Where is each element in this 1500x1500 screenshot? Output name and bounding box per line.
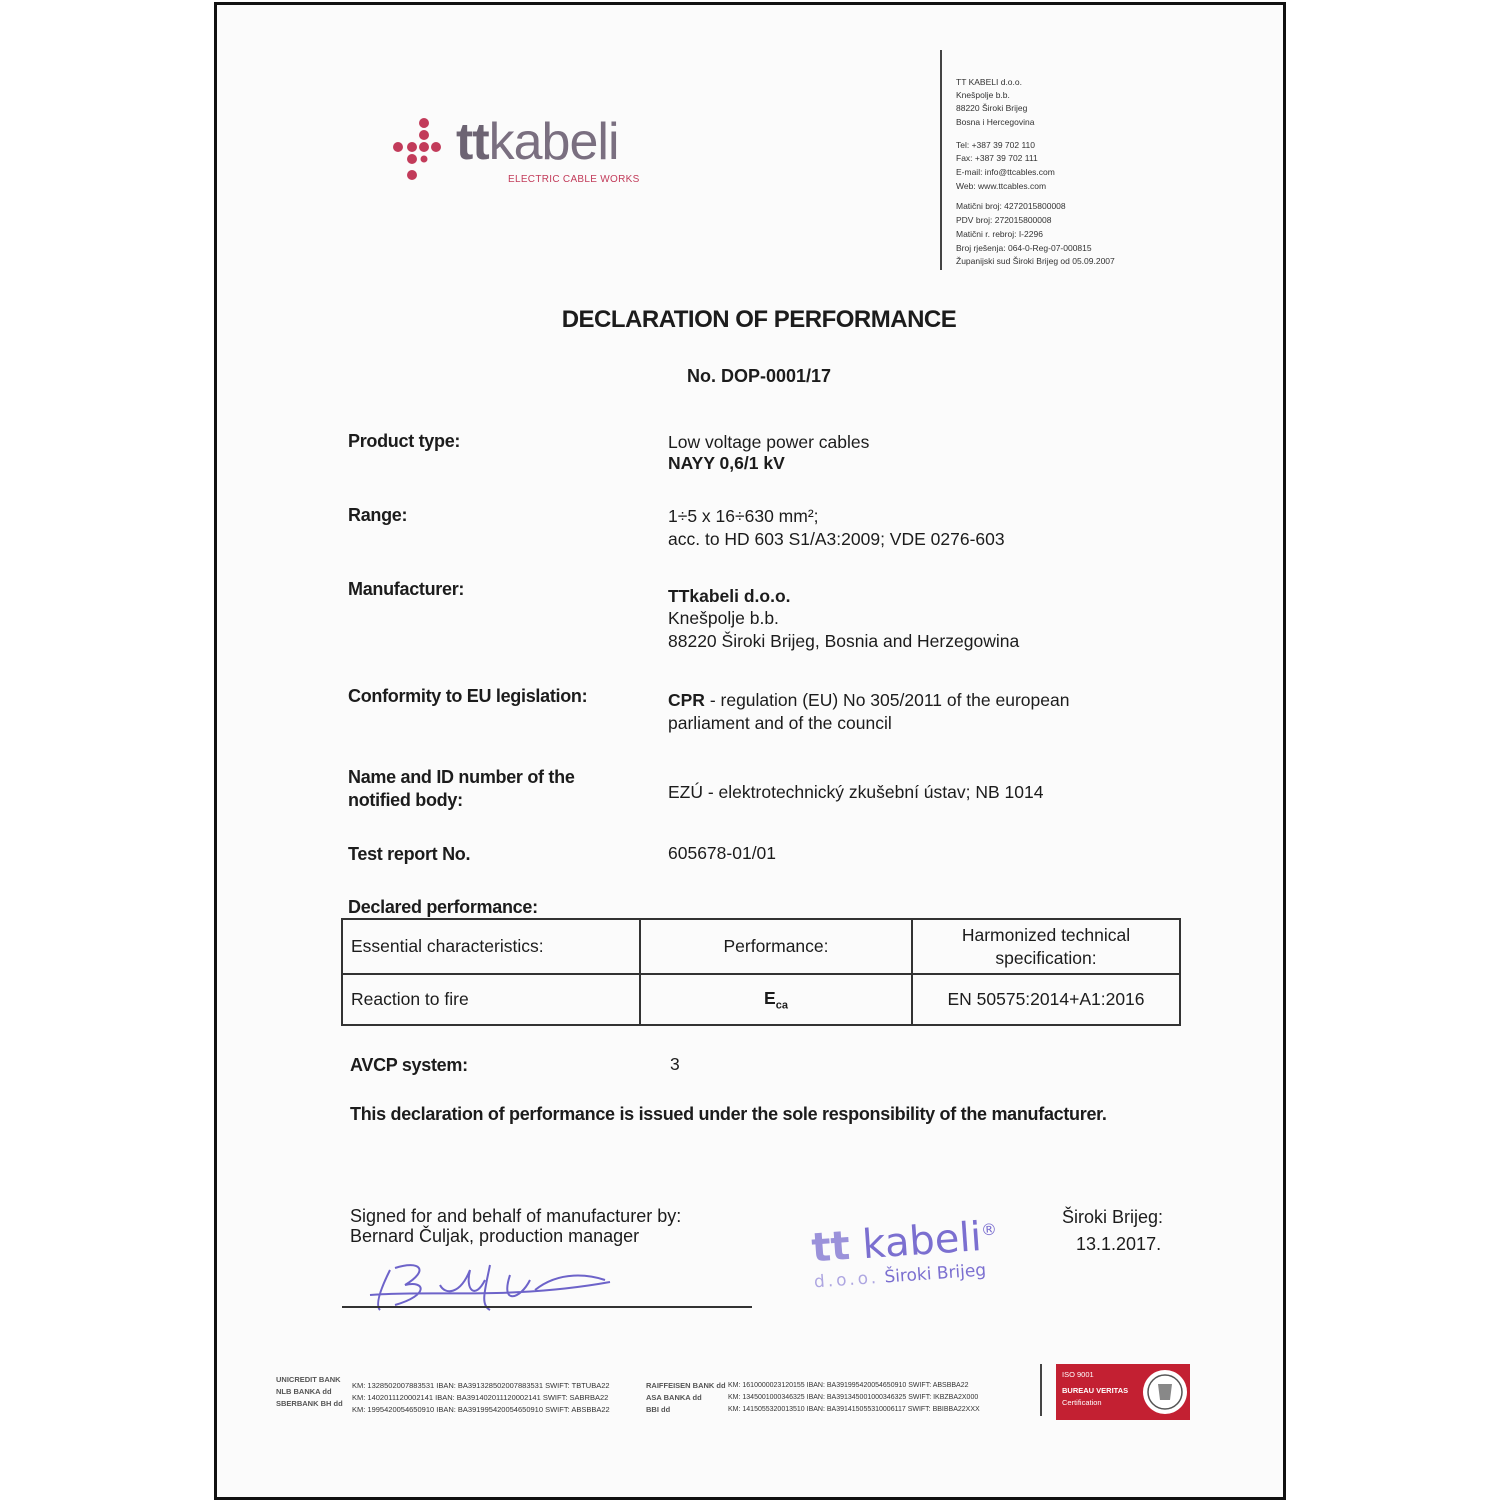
product-type-label: Product type: [348, 431, 461, 451]
address-sud: Županijski sud Široki Brijeg od 05.09.2007 [956, 256, 1115, 266]
notified-body-label-2: notified body: [348, 790, 463, 810]
bv-name: BUREAU VERITAS [1062, 1386, 1129, 1395]
cell-standard: EN 50575:2014+A1:2016 [912, 974, 1180, 1025]
place-label: Široki Brijeg: [1062, 1207, 1164, 1227]
header-spec-2: specification: [995, 947, 1097, 968]
ttkabeli-logo-icon [390, 115, 450, 185]
stamp-suffix: d.o.o. [813, 1268, 880, 1293]
range-value-1: 1÷5 x 16÷630 mm²; [668, 506, 819, 526]
address-divider [940, 50, 942, 270]
bureau-veritas-badge [1056, 1364, 1190, 1420]
address-pdv: PDV broj: 272015800008 [956, 215, 1052, 225]
address-email: E-mail: info@ttcables.com [956, 167, 1055, 177]
product-type-value-1: Low voltage power cables [668, 432, 870, 452]
footer-divider [1040, 1364, 1042, 1416]
bank-account: KM: 1328502007883531 IBAN: BA391328502007883531 SWIFT: TBTUBA22 [352, 1381, 610, 1390]
header-specification [912, 919, 1180, 974]
avcp-value: 3 [670, 1054, 680, 1074]
cpr-label: CPR [668, 690, 705, 710]
handwritten-signature [350, 1250, 620, 1320]
bv-cert: Certification [1062, 1398, 1102, 1407]
signed-by-line-2: Bernard Čuljak, production manager [350, 1226, 640, 1246]
address-web: Web: www.ttcables.com [956, 181, 1047, 191]
bank-name: BBI dd [646, 1405, 671, 1414]
conformity-label: Conformity to EU legislation: [348, 686, 588, 706]
address-company: TT KABELI d.o.o. [956, 77, 1022, 87]
conformity-value-2: parliament and of the council [668, 713, 892, 733]
bv-iso: ISO 9001 [1062, 1370, 1094, 1379]
address-rjesenje: Broj rješenja: 064-0-Reg-07-000815 [956, 243, 1092, 253]
cell-reaction-to-fire: Reaction to fire [342, 974, 640, 1025]
bank-account: KM: 1402011120002141 IBAN: BA391402011120002141 SWIFT: SABRBA22 [352, 1393, 609, 1402]
stamp-brand: kabeli [860, 1214, 984, 1269]
company-stamp [810, 1208, 1001, 1293]
product-type-value-2: NAYY 0,6/1 kV [668, 453, 785, 473]
footer-banks-2 [646, 1380, 726, 1416]
bank-name: NLB BANKA dd [276, 1387, 332, 1396]
bank-account: KM: 1610000023120155 IBAN: BA391995420054650910 SWIFT: ABSBBA22 [728, 1382, 969, 1389]
signature-line-left [342, 1306, 610, 1308]
address-tel: Tel: +387 39 702 110 [956, 140, 1036, 150]
address-maticni-reg: Matični r. rebroj: I-2296 [956, 229, 1043, 239]
range-value-2: acc. to HD 603 S1/A3:2009; VDE 0276-603 [668, 529, 1005, 549]
document-number: No. DOP-0001/17 [686, 366, 832, 386]
declared-performance-heading: Declared performance: [348, 897, 538, 917]
address-country: Bosna i Hercegovina [956, 117, 1035, 127]
address-fax: Fax: +387 39 702 111 [956, 153, 1038, 163]
header-spec-1: Harmonized technical [961, 924, 1131, 945]
address-city: 88220 Široki Brijeg [956, 103, 1028, 113]
address-maticni: Matični broj: 4272015800008 [956, 201, 1066, 211]
footer-accounts-2 [728, 1380, 980, 1416]
bank-name: RAIFFEISEN BANK dd [646, 1381, 726, 1390]
test-report-label: Test report No. [348, 844, 471, 864]
table-row [342, 974, 1180, 1025]
conformity-value-1 [668, 689, 1069, 712]
test-report-value: 605678-01/01 [668, 843, 777, 863]
bank-name: SBERBANK BH dd [276, 1399, 343, 1408]
stamp-brand-tt: tt [810, 1223, 852, 1272]
address-street: Knešpolje b.b. [956, 90, 1010, 100]
class-main: E [764, 987, 776, 1008]
responsibility-statement: This declaration of performance is issued under the sole responsibility of the manufacturer. [350, 1104, 1107, 1124]
cell-performance-class [640, 974, 912, 1025]
date-value: 13.1.2017. [1076, 1234, 1162, 1254]
class-sub: ca [775, 999, 788, 1012]
manufacturer-city: 88220 Široki Brijeg, Bosnia and Herzegowina [668, 631, 1020, 651]
bank-name: ASA BANKA dd [646, 1393, 702, 1402]
bank-name: UNICREDIT BANK [276, 1375, 341, 1384]
manufacturer-label: Manufacturer: [348, 579, 465, 599]
performance-table [341, 918, 1181, 1026]
manufacturer-name: TTkabeli d.o.o. [668, 586, 791, 606]
table-header-row [342, 919, 1180, 974]
bank-account: KM: 1415055320013510 IBAN: BA391415055310006117 SWIFT: BBIBBA22XXX [728, 1406, 980, 1413]
range-label: Range: [348, 505, 408, 525]
notified-body-value: EZÚ - elektrotechnický zkušební ústav; NB 1014 [668, 782, 1044, 802]
stamp-city: Široki Brijeg [883, 1260, 987, 1288]
conformity-text: - regulation (EU) No 305/2011 of the european [704, 690, 1070, 710]
footer-banks-1 [276, 1374, 343, 1410]
avcp-label: AVCP system: [350, 1055, 468, 1075]
notified-body-label-1: Name and ID number of the [348, 767, 575, 787]
bank-account: KM: 1345001000346325 IBAN: BA391345001000346325 SWIFT: IKBZBA2X000 [728, 1394, 979, 1401]
bureau-veritas-seal-icon [1142, 1366, 1188, 1418]
brand-wordmark [456, 113, 619, 171]
brand-bold: tt [456, 113, 489, 171]
signed-by-line-1: Signed for and behalf of manufacturer by: [350, 1206, 682, 1226]
brand-tagline: ELECTRIC CABLE WORKS [508, 174, 640, 185]
document-title: DECLARATION OF PERFORMANCE [561, 306, 957, 333]
header-essential: Essential characteristics: [342, 919, 640, 974]
header-performance: Performance: [640, 919, 912, 974]
manufacturer-street: Knešpolje b.b. [668, 608, 779, 628]
brand-light: kabeli [488, 113, 619, 171]
stamp-reg: ® [980, 1219, 998, 1240]
bank-account: KM: 1995420054650910 IBAN: BA391995420054650910 SWIFT: ABSBBA22 [352, 1405, 610, 1414]
footer-accounts-1 [352, 1380, 610, 1416]
signature-line-right [610, 1306, 752, 1308]
